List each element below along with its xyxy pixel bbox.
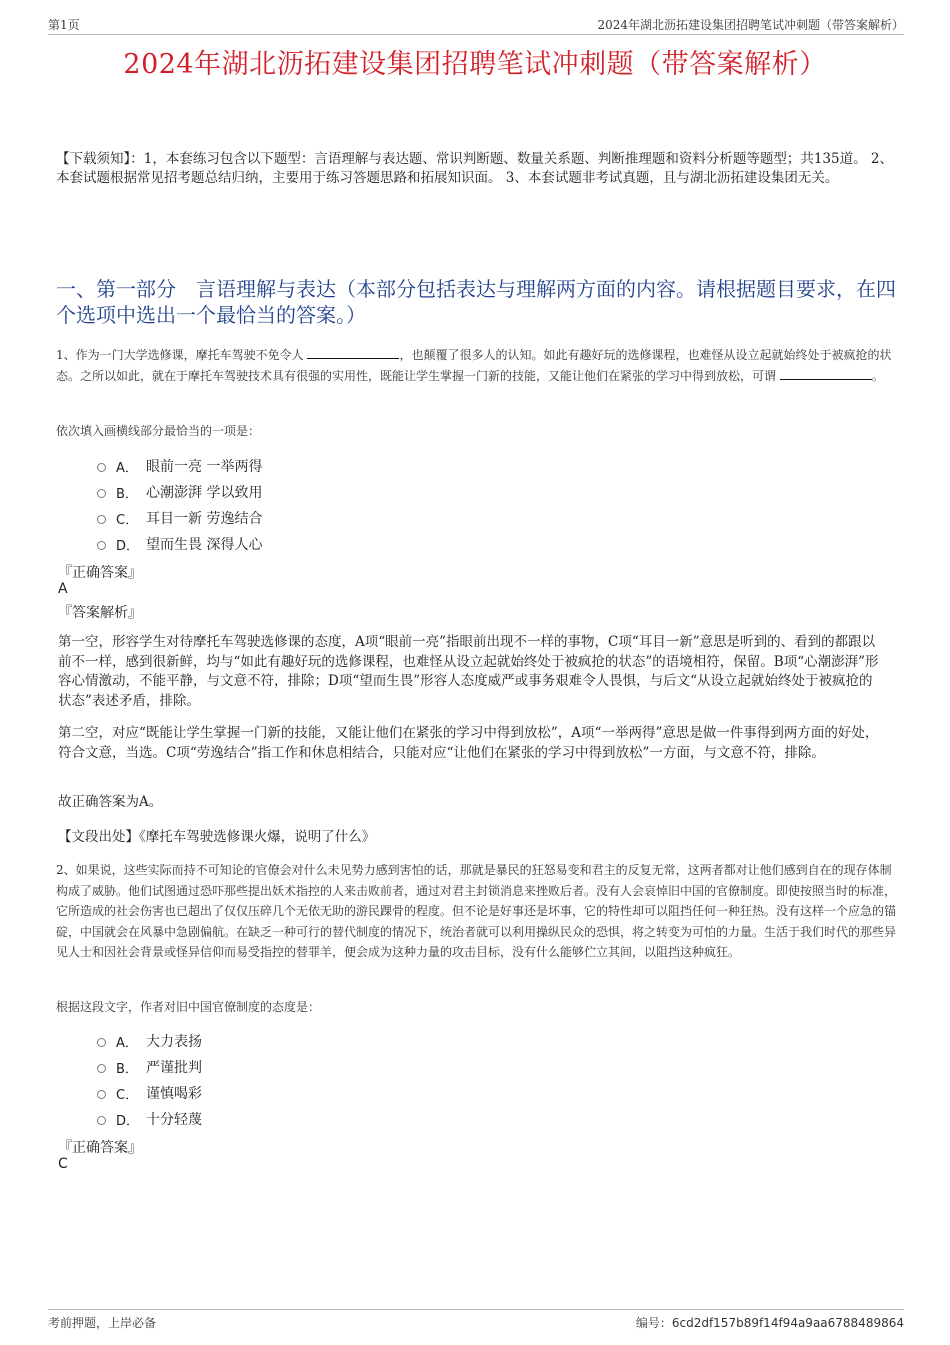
answer-blank-2: [780, 367, 872, 380]
footer-divider: [48, 1309, 904, 1310]
question-1-conclusion: 故正确答案为A。: [58, 794, 163, 810]
question-1-source: 【文段出处】《摩托车驾驶选修课火爆，说明了什么》: [58, 829, 376, 845]
page-title: 2024年湖北沥拓建设集团招聘笔试冲刺题（带答案解析）: [123, 49, 827, 80]
question-2-option-c[interactable]: [97, 1080, 202, 1106]
question-1-text-part-b: ，也颠覆了很多人的认知。如此有趣好玩的选修课程，也难怪从设立起就始终处于被疯抢的状态。之所以如此，就在于摩托车驾驶技术具有很强的实用性，既能让学生掌握一门新的技能，又能让他们在紧张的学习中得到放松，可谓: [56, 348, 892, 383]
question-1-option-a[interactable]: [97, 453, 262, 479]
footer-code: [636, 1314, 904, 1331]
page-header: [48, 12, 904, 35]
question-2-stem: 根据这段文字，作者对旧中国官僚制度的态度是：: [56, 1000, 321, 1014]
radio-icon[interactable]: [97, 1038, 106, 1047]
option-text: 望而生畏 深得人心: [146, 537, 263, 553]
radio-icon[interactable]: [97, 1090, 106, 1099]
option-label: B．: [116, 486, 138, 502]
footer-code-label: 编号：: [635, 1316, 672, 1330]
option-label: A．: [116, 460, 138, 476]
question-2-options: [97, 1028, 202, 1132]
radio-icon[interactable]: [97, 1064, 106, 1073]
option-text: 十分轻蔑: [146, 1112, 202, 1128]
question-1-analysis-label: 『答案解析』: [58, 605, 142, 621]
question-1-option-c[interactable]: [97, 505, 262, 531]
radio-icon[interactable]: [97, 1116, 106, 1125]
question-1-text: [56, 345, 896, 386]
question-1-analysis-2: 第二空，对应“既能让学生掌握一门新的技能，又能让他们在紧张的学习中得到放松”，A项“一举两得”意思是做一件事得到两方面的好处，符合文意，当选。C项“劳逸结合”指工作和休息相结合，只能对应“让他们在紧张的学习中得到放松”一方面，与文意不符，排除。: [58, 725, 879, 761]
question-1-analysis-1: 第一空，形容学生对待摩托车驾驶选修课的态度，A项“眼前一亮”指眼前出现不一样的事物，C项“耳目一新”意思是听到的、看到的都跟以前不一样，感到很新鲜，均与“如此有趣好玩的选修课程，也难怪从设立起就始终处于被疯抢的状态”的语境相符，保留。B项“心潮澎湃”形容心情激动，不能平静，与文意不符，排除；D项“望而生畏”形容人态度威严或事务艰难令人畏惧，与后文“从设立起就始终处于被疯抢的状态”表述矛盾，排除。: [58, 634, 879, 709]
question-1-stem: 依次填入画横线部分最恰当的一项是：: [56, 424, 261, 438]
download-notice: 【下载须知】：1，本套练习包含以下题型：言语理解与表达题、常识判断题、数量关系题、判断推理题和资料分析题等题型；共135道。 2、本套试题根据常见招考题总结归纳，主要用于练习答题思路和拓展知识面。 3、本套试题非考试真题，且与湖北沥拓建设集团无关。: [56, 151, 893, 186]
radio-icon[interactable]: [97, 489, 106, 498]
question-1-answer: A: [58, 581, 68, 597]
page-number: 第1页: [48, 18, 80, 32]
option-label: D．: [116, 538, 140, 554]
option-text: 耳目一新 劳逸结合: [146, 511, 263, 527]
question-2-text: 2、如果说，这些实际而持不可知论的官僚会对什么未见势力感到害怕的话，那就是暴民的狂怒易变和君主的反复无常，这两者都对让他们感到自在的现存体制构成了威胁。他们试图通过恐吓那些提出妖术指控的人来击败前者，通过对君主封锁消息来挫败后者。没有人会哀悼旧中国的官僚制度。即使按照当时的标准，它所造成的社会伤害也已超出了仅仅压碎几个无依无助的游民踝骨的程度。但不论是好事还是坏事，它的特性却可以阻挡任何一种狂热。没有这样一个应急的锚碇，中国就会在风暴中急剧偏航。在缺乏一种可行的替代制度的情况下，统治者就可以利用操纵民众的恐惧，将之转变为可怕的力量。生活于我们时代的那些异见人士和因社会背景或怪异信仰而易受指控的替罪羊，便会成为这种力量的攻击目标，没有什么能够伫立其间，以阻挡这种疯狂。: [56, 863, 897, 959]
option-text: 严谨批判: [146, 1060, 202, 1076]
footer-code-value: 6cd2df157b89f14f94a9aa6788489864: [671, 1316, 904, 1330]
option-text: 谨慎喝彩: [146, 1086, 202, 1102]
option-text: 大力表扬: [146, 1034, 202, 1050]
question-2-answer: C: [58, 1156, 68, 1172]
option-label: A．: [116, 1035, 138, 1051]
footer-slogan: 考前押题，上岸必备: [48, 1316, 157, 1330]
section-heading: 一、第一部分 言语理解与表达（本部分包括表达与理解两方面的内容。请根据题目要求，在四个选项中选出一个最恰当的答案。）: [56, 277, 896, 327]
radio-icon[interactable]: [97, 463, 106, 472]
radio-icon[interactable]: [97, 515, 106, 524]
question-1-text-part-c: 。: [871, 368, 884, 383]
question-1-answer-label: 『正确答案』: [58, 565, 142, 581]
option-text: 眼前一亮 一举两得: [146, 459, 263, 475]
answer-blank-1: [307, 346, 399, 359]
option-label: C．: [116, 1087, 139, 1103]
option-text: 心潮澎湃 学以致用: [146, 485, 263, 501]
question-1-option-b[interactable]: [97, 479, 262, 505]
option-label: D．: [116, 1113, 140, 1129]
option-label: B．: [116, 1061, 138, 1077]
question-2-option-b[interactable]: [97, 1054, 202, 1080]
header-doc-title: 2024年湖北沥拓建设集团招聘笔试冲刺题（带答案解析）: [597, 18, 904, 32]
question-2-answer-label: 『正确答案』: [58, 1140, 142, 1156]
question-2-option-d[interactable]: [97, 1106, 202, 1132]
option-label: C．: [116, 512, 139, 528]
question-1-options: [97, 453, 262, 557]
radio-icon[interactable]: [97, 541, 106, 550]
question-1-option-d[interactable]: [97, 531, 262, 557]
question-2-option-a[interactable]: [97, 1028, 202, 1054]
question-1-text-part-a: 1、作为一门大学选修课，摩托车驾驶不免令人: [56, 348, 304, 362]
